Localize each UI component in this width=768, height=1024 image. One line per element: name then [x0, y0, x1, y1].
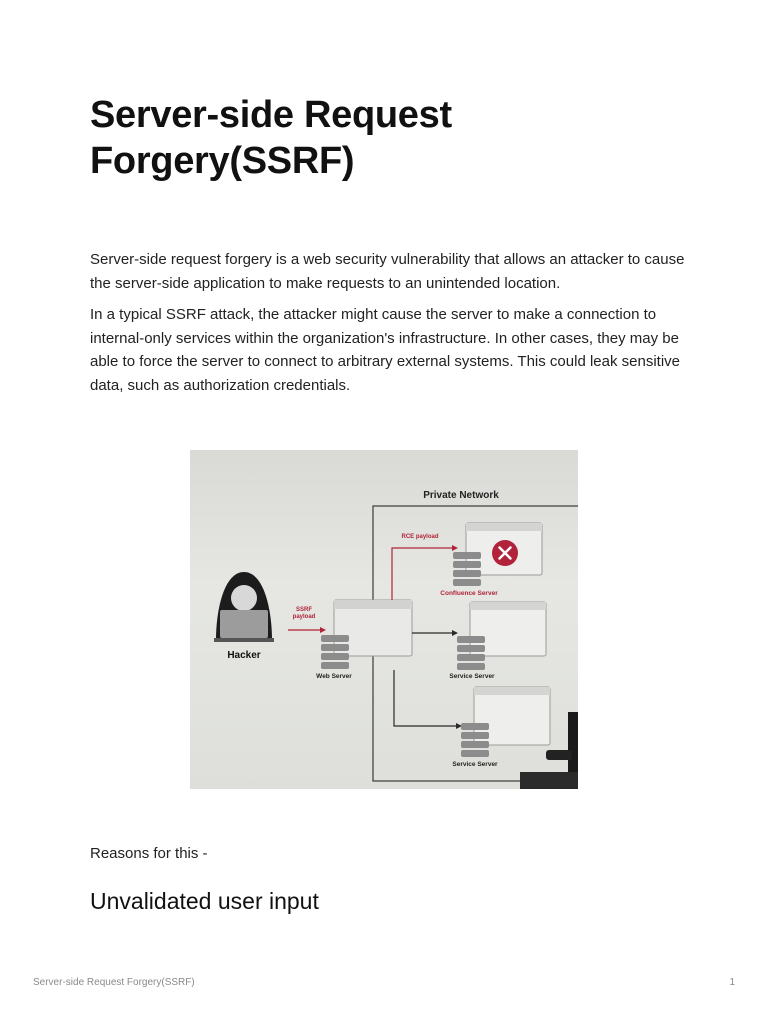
ssrf-arrowhead: [320, 627, 326, 633]
intro-paragraph: Server-side request forgery is a web security vulnerability that allows an attacker to cause the server-side application to make requests to an unintended location.: [90, 251, 685, 292]
web-server-label: Web Server: [316, 673, 352, 680]
section-heading: Unvalidated user input: [90, 888, 319, 914]
service-server-2-label: Service Server: [452, 761, 498, 768]
ssrf-diagram-photo: [190, 450, 578, 789]
ssrf-diagram: [190, 450, 578, 789]
footer-page-number: 1: [729, 977, 735, 988]
ssrf-payload-label-2: payload: [292, 614, 316, 620]
service-server-2-icon: [461, 687, 550, 757]
web-server-icon: [321, 600, 412, 669]
service-line-2: [394, 670, 456, 726]
service-server-1-icon: [457, 602, 546, 670]
rce-payload-label: RCE payload: [401, 534, 439, 540]
attack-paragraph: In a typical SSRF attack, the attacker might cause the server to make a connection to internal-only services within the organization's infrastructure. In other cases, they may be able to force the server to connect to arbitrary external systems. This could leak sensitive data, such as authorization credentials.: [90, 306, 680, 394]
ssrf-payload-label-1: SSRF: [295, 607, 313, 613]
hacker-label: Hacker: [227, 650, 261, 661]
page-title: Server-side Request Forgery(SSRF): [90, 94, 452, 182]
confluence-server-icon: [453, 523, 542, 586]
private-network-label: Private Network: [423, 490, 499, 501]
service-server-1-label: Service Server: [449, 673, 495, 680]
reasons-text: Reasons for this -: [90, 845, 208, 862]
confluence-server-label: Confluence Server: [440, 590, 498, 597]
hacker-icon: [214, 572, 274, 642]
service-arrowhead-1: [452, 630, 458, 636]
rce-arrowhead: [452, 545, 458, 551]
footer-document-title: Server-side Request Forgery(SSRF): [33, 977, 195, 988]
